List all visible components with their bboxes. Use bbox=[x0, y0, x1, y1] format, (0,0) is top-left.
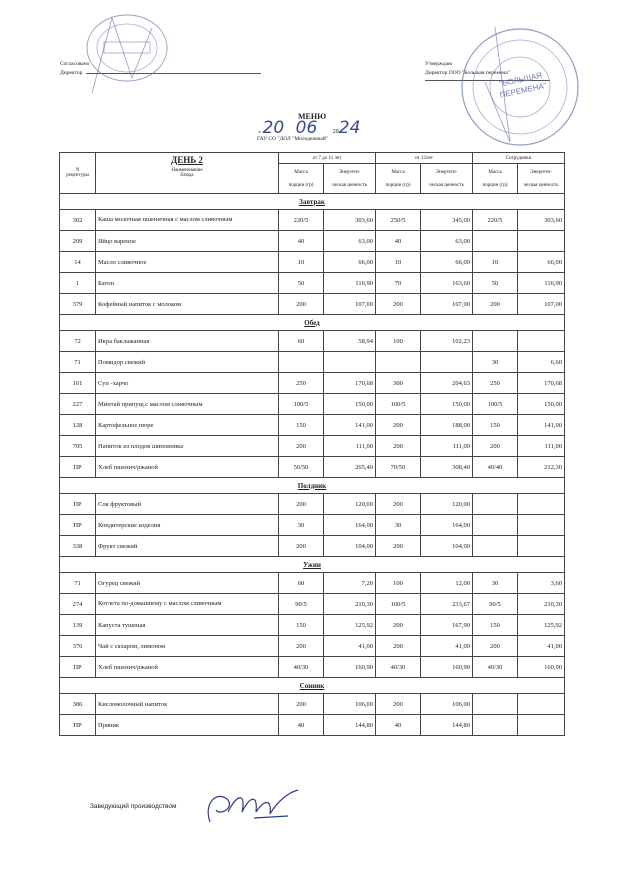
energy-cell: 167,90 bbox=[421, 615, 473, 636]
section-name: Полдник bbox=[297, 481, 327, 490]
dish-name-cell: Каша молочная пшеничная с маслом сливочным bbox=[96, 210, 279, 231]
energy-cell: 111,00 bbox=[421, 436, 473, 457]
table-row bbox=[60, 231, 565, 252]
recipe-cell: 128 bbox=[60, 415, 96, 436]
mass-cell: 200 bbox=[279, 436, 324, 457]
recipe-cell: ПР bbox=[60, 657, 96, 678]
section-name: Обед bbox=[304, 318, 320, 327]
energy-cell: 106,00 bbox=[324, 694, 376, 715]
section-header-row bbox=[60, 557, 565, 573]
mass-cell: 200 bbox=[279, 294, 324, 315]
energy-cell: 66,00 bbox=[324, 252, 376, 273]
recipe-cell: 139 bbox=[60, 615, 96, 636]
dish-name-cell: Котлета по-домашнему с маслом сливочным bbox=[96, 594, 279, 615]
recipe-cell: ПР bbox=[60, 715, 96, 736]
section-header-row bbox=[60, 678, 565, 694]
energy-cell: 107,00 bbox=[518, 294, 565, 315]
table-row bbox=[60, 515, 565, 536]
mass-cell: 30 bbox=[473, 352, 518, 373]
dish-name-cell: Хлеб пшенич/ржаной bbox=[96, 657, 279, 678]
mass-cell: 200 bbox=[473, 294, 518, 315]
energy-cell: 111,00 bbox=[324, 436, 376, 457]
header-energy: Энергети- ческая ценность bbox=[421, 164, 473, 194]
dish-name-cell: Кисломолочный напиток bbox=[96, 694, 279, 715]
dish-name-cell: Икра баклажанная bbox=[96, 331, 279, 352]
signature-label: Заведующий производством bbox=[90, 803, 177, 810]
dish-name-cell: Кофейный напиток с молоком bbox=[96, 294, 279, 315]
mass-cell bbox=[473, 694, 518, 715]
mass-cell: 10 bbox=[473, 252, 518, 273]
recipe-cell: 227 bbox=[60, 394, 96, 415]
mass-cell: 200 bbox=[376, 536, 421, 557]
section-header-row bbox=[60, 315, 565, 331]
mass-cell: 220/5 bbox=[473, 210, 518, 231]
recipe-cell: 705 bbox=[60, 436, 96, 457]
energy-cell: 233,67 bbox=[421, 594, 473, 615]
recipe-cell: 302 bbox=[60, 210, 96, 231]
mass-cell: 200 bbox=[473, 436, 518, 457]
mass-cell: 40 bbox=[279, 715, 324, 736]
energy-cell: 107,00 bbox=[324, 294, 376, 315]
header-mass: Масса порции (гр) bbox=[473, 164, 518, 194]
recipe-cell: ПР bbox=[60, 515, 96, 536]
mass-cell: 200 bbox=[376, 415, 421, 436]
recipe-cell: 71 bbox=[60, 352, 96, 373]
mass-cell: 200 bbox=[279, 536, 324, 557]
recipe-cell: 338 bbox=[60, 536, 96, 557]
date-year: 24 bbox=[338, 118, 361, 138]
mass-cell bbox=[473, 494, 518, 515]
table-row bbox=[60, 615, 565, 636]
energy-cell: 144,80 bbox=[324, 715, 376, 736]
mass-cell: 90/5 bbox=[279, 594, 324, 615]
mass-cell: 100/5 bbox=[376, 394, 421, 415]
energy-cell bbox=[518, 694, 565, 715]
energy-cell: 160,90 bbox=[421, 657, 473, 678]
table-row bbox=[60, 273, 565, 294]
energy-cell: 188,00 bbox=[421, 415, 473, 436]
mass-cell: 40/40 bbox=[473, 457, 518, 478]
mass-cell: 200 bbox=[376, 436, 421, 457]
energy-cell: 104,00 bbox=[324, 536, 376, 557]
energy-cell: 144,80 bbox=[421, 715, 473, 736]
dish-name-cell: Огурец свежий bbox=[96, 573, 279, 594]
table-row bbox=[60, 573, 565, 594]
mass-cell: 70/50 bbox=[376, 457, 421, 478]
mass-cell: 100/5 bbox=[473, 394, 518, 415]
dish-name-cell: Картофельное пюре bbox=[96, 415, 279, 436]
mass-cell: 200 bbox=[376, 615, 421, 636]
energy-cell: 150,00 bbox=[421, 394, 473, 415]
day-label: ДЕНЬ 2 bbox=[171, 155, 203, 165]
mass-cell: 150 bbox=[279, 615, 324, 636]
dish-name-cell: Пряник bbox=[96, 715, 279, 736]
mass-cell bbox=[473, 331, 518, 352]
energy-cell bbox=[518, 494, 565, 515]
table-row bbox=[60, 331, 565, 352]
energy-cell bbox=[518, 715, 565, 736]
energy-cell: 164,00 bbox=[324, 515, 376, 536]
mass-cell: 40/30 bbox=[279, 657, 324, 678]
mass-cell: 90/5 bbox=[473, 594, 518, 615]
dish-name-cell: Суп -харчо bbox=[96, 373, 279, 394]
energy-cell: 265,40 bbox=[324, 457, 376, 478]
energy-cell: 107,00 bbox=[421, 294, 473, 315]
energy-cell: 106,00 bbox=[421, 694, 473, 715]
table-row bbox=[60, 373, 565, 394]
energy-cell: 125,92 bbox=[518, 615, 565, 636]
energy-cell: 170,68 bbox=[518, 373, 565, 394]
dish-name-cell: Хлеб пшенич/ржаной bbox=[96, 457, 279, 478]
section-name: Сонник bbox=[299, 681, 325, 690]
date-prefix: « bbox=[258, 129, 261, 135]
table-row bbox=[60, 394, 565, 415]
energy-cell: 303,60 bbox=[324, 210, 376, 231]
table-row bbox=[60, 536, 565, 557]
energy-cell: 210,30 bbox=[518, 594, 565, 615]
mass-cell: 300 bbox=[376, 373, 421, 394]
dish-name-cell: Помидор свежий bbox=[96, 352, 279, 373]
mass-cell: 250/5 bbox=[376, 210, 421, 231]
mass-cell bbox=[376, 352, 421, 373]
energy-cell bbox=[518, 231, 565, 252]
table-row bbox=[60, 657, 565, 678]
recipe-cell: 379 bbox=[60, 294, 96, 315]
mass-cell: 50 bbox=[473, 273, 518, 294]
energy-cell bbox=[518, 515, 565, 536]
energy-cell: 120,00 bbox=[421, 494, 473, 515]
energy-cell bbox=[324, 352, 376, 373]
section-name: Ужин bbox=[303, 560, 321, 569]
mass-cell: 250 bbox=[279, 373, 324, 394]
energy-cell: 104,00 bbox=[421, 536, 473, 557]
energy-cell: 150,00 bbox=[324, 394, 376, 415]
energy-cell: 345,00 bbox=[421, 210, 473, 231]
table-row bbox=[60, 457, 565, 478]
recipe-cell: 209 bbox=[60, 231, 96, 252]
energy-cell: 125,92 bbox=[324, 615, 376, 636]
mass-cell: 60 bbox=[279, 573, 324, 594]
energy-cell: 150,00 bbox=[518, 394, 565, 415]
mass-cell: 100 bbox=[376, 331, 421, 352]
table-row bbox=[60, 694, 565, 715]
mass-cell: 40 bbox=[279, 231, 324, 252]
dish-name-cell: Кондитерские изделия bbox=[96, 515, 279, 536]
energy-cell: 204,63 bbox=[421, 373, 473, 394]
header-group1: от 7 до 11 лет bbox=[279, 153, 376, 164]
dish-name-cell: Яйцо вареное bbox=[96, 231, 279, 252]
energy-cell: 164,00 bbox=[421, 515, 473, 536]
energy-cell bbox=[421, 352, 473, 373]
agreed-position: Директор bbox=[60, 70, 83, 76]
dish-name-cell: Масло сливочное bbox=[96, 252, 279, 273]
mass-cell: 40 bbox=[376, 715, 421, 736]
energy-cell: 120,00 bbox=[324, 494, 376, 515]
energy-cell: 41,00 bbox=[518, 636, 565, 657]
header-energy: Энергети- ческая ценность bbox=[324, 164, 376, 194]
header-mass: Масса порции (гр) bbox=[376, 164, 421, 194]
energy-cell: 7,20 bbox=[324, 573, 376, 594]
mass-cell bbox=[473, 715, 518, 736]
section-name: Завтрак bbox=[299, 197, 325, 206]
energy-cell: 170,68 bbox=[324, 373, 376, 394]
table-row bbox=[60, 436, 565, 457]
header-recipe: N рецептуры bbox=[60, 153, 96, 194]
energy-cell: 12,00 bbox=[421, 573, 473, 594]
energy-cell: 116,90 bbox=[518, 273, 565, 294]
energy-cell bbox=[518, 536, 565, 557]
mass-cell bbox=[473, 536, 518, 557]
energy-cell: 41,00 bbox=[421, 636, 473, 657]
mass-cell bbox=[473, 515, 518, 536]
energy-cell: 141,00 bbox=[324, 415, 376, 436]
energy-cell: 212,30 bbox=[518, 457, 565, 478]
energy-cell: 58,94 bbox=[324, 331, 376, 352]
approved-position: Директор ООО "Большая перемена" bbox=[425, 70, 511, 76]
header-energy: Энергети- ческая ценность bbox=[518, 164, 565, 194]
agreed-label: Согласовано bbox=[60, 61, 90, 67]
recipe-cell: ПР bbox=[60, 457, 96, 478]
energy-cell: 63,00 bbox=[324, 231, 376, 252]
recipe-cell: 71 bbox=[60, 573, 96, 594]
header-name: Наименование блюда bbox=[96, 153, 279, 194]
energy-cell: 303,60 bbox=[518, 210, 565, 231]
mass-cell: 100 bbox=[376, 573, 421, 594]
mass-cell: 200 bbox=[279, 694, 324, 715]
table-row bbox=[60, 252, 565, 273]
date-year-prefix: 20 bbox=[332, 129, 339, 135]
recipe-cell: ПР bbox=[60, 494, 96, 515]
mass-cell: 10 bbox=[279, 252, 324, 273]
section-header-row bbox=[60, 478, 565, 494]
mass-cell: 40 bbox=[376, 231, 421, 252]
energy-cell: 66,00 bbox=[518, 252, 565, 273]
energy-cell: 141,00 bbox=[518, 415, 565, 436]
mass-cell: 200 bbox=[376, 294, 421, 315]
recipe-cell: 274 bbox=[60, 594, 96, 615]
energy-cell: 210,30 bbox=[324, 594, 376, 615]
mass-cell: 10 bbox=[376, 252, 421, 273]
approved-label: Утверждаю bbox=[425, 61, 453, 67]
recipe-cell: 101 bbox=[60, 373, 96, 394]
table-row bbox=[60, 715, 565, 736]
mass-cell: 30 bbox=[376, 515, 421, 536]
header-mass: Масса порции (гр) bbox=[279, 164, 324, 194]
mass-cell: 30 bbox=[473, 573, 518, 594]
mass-cell: 200 bbox=[376, 694, 421, 715]
section-header-row bbox=[60, 194, 565, 210]
table-row bbox=[60, 415, 565, 436]
menu-date bbox=[258, 118, 360, 138]
energy-cell: 163,60 bbox=[421, 273, 473, 294]
table-row bbox=[60, 352, 565, 373]
mass-cell bbox=[279, 352, 324, 373]
energy-cell: 116,90 bbox=[324, 273, 376, 294]
energy-cell: 111,00 bbox=[518, 436, 565, 457]
energy-cell: 102,23 bbox=[421, 331, 473, 352]
mass-cell: 50/50 bbox=[279, 457, 324, 478]
mass-cell: 250 bbox=[473, 373, 518, 394]
table-row bbox=[60, 636, 565, 657]
mass-cell: 200 bbox=[376, 494, 421, 515]
recipe-cell: 14 bbox=[60, 252, 96, 273]
handwritten-signature bbox=[198, 782, 313, 832]
mass-cell: 200 bbox=[376, 636, 421, 657]
energy-cell: 308,40 bbox=[421, 457, 473, 478]
energy-cell: 41,00 bbox=[324, 636, 376, 657]
energy-cell: 66,00 bbox=[421, 252, 473, 273]
table-row bbox=[60, 294, 565, 315]
left-stamp-image bbox=[72, 8, 182, 103]
dish-name-cell: Напиток из плодов шиповника bbox=[96, 436, 279, 457]
mass-cell: 100/5 bbox=[279, 394, 324, 415]
mass-cell: 200 bbox=[279, 636, 324, 657]
energy-cell: 160,90 bbox=[518, 657, 565, 678]
dish-name-cell: Батон bbox=[96, 273, 279, 294]
energy-cell: 3,60 bbox=[518, 573, 565, 594]
recipe-cell: 72 bbox=[60, 331, 96, 352]
mass-cell: 200 bbox=[279, 494, 324, 515]
mass-cell: 60 bbox=[279, 331, 324, 352]
date-month: 06 bbox=[295, 118, 318, 138]
dish-name-cell: Капуста тушеная bbox=[96, 615, 279, 636]
table-row bbox=[60, 594, 565, 615]
dish-name-cell: Фрукт свежий bbox=[96, 536, 279, 557]
recipe-cell: 1 bbox=[60, 273, 96, 294]
dish-name-cell: Сок фруктовый bbox=[96, 494, 279, 515]
mass-cell: 40/30 bbox=[376, 657, 421, 678]
mass-cell: 40/30 bbox=[473, 657, 518, 678]
table-row bbox=[60, 210, 565, 231]
recipe-cell: 376 bbox=[60, 636, 96, 657]
mass-cell: 220/5 bbox=[279, 210, 324, 231]
mass-cell bbox=[473, 231, 518, 252]
right-stamp-text: "БОЛЬШАЯ ПЕРЕМЕНА" bbox=[498, 70, 548, 100]
mass-cell: 50 bbox=[279, 273, 324, 294]
mass-cell: 70 bbox=[376, 273, 421, 294]
mass-cell: 150 bbox=[473, 415, 518, 436]
header-group3: Сотрудники bbox=[473, 153, 565, 164]
menu-title: МЕНЮ bbox=[298, 112, 327, 121]
energy-cell: 160,90 bbox=[324, 657, 376, 678]
organization: ГАУ СО "ДОЛ "Молодежный" bbox=[257, 136, 329, 142]
energy-cell: 6,60 bbox=[518, 352, 565, 373]
mass-cell: 200 bbox=[473, 636, 518, 657]
dish-name-cell: Чай с сахаром, лимоном bbox=[96, 636, 279, 657]
recipe-cell: 386 bbox=[60, 694, 96, 715]
header-group2: от 12лет bbox=[376, 153, 473, 164]
mass-cell: 100/5 bbox=[376, 594, 421, 615]
mass-cell: 150 bbox=[279, 415, 324, 436]
date-day: 20 bbox=[262, 118, 285, 138]
mass-cell: 30 bbox=[279, 515, 324, 536]
energy-cell bbox=[518, 331, 565, 352]
dish-name-cell: Минтай припущ.с маслом сливочным bbox=[96, 394, 279, 415]
menu-table bbox=[59, 152, 565, 736]
energy-cell: 63,00 bbox=[421, 231, 473, 252]
table-row bbox=[60, 494, 565, 515]
mass-cell: 150 bbox=[473, 615, 518, 636]
